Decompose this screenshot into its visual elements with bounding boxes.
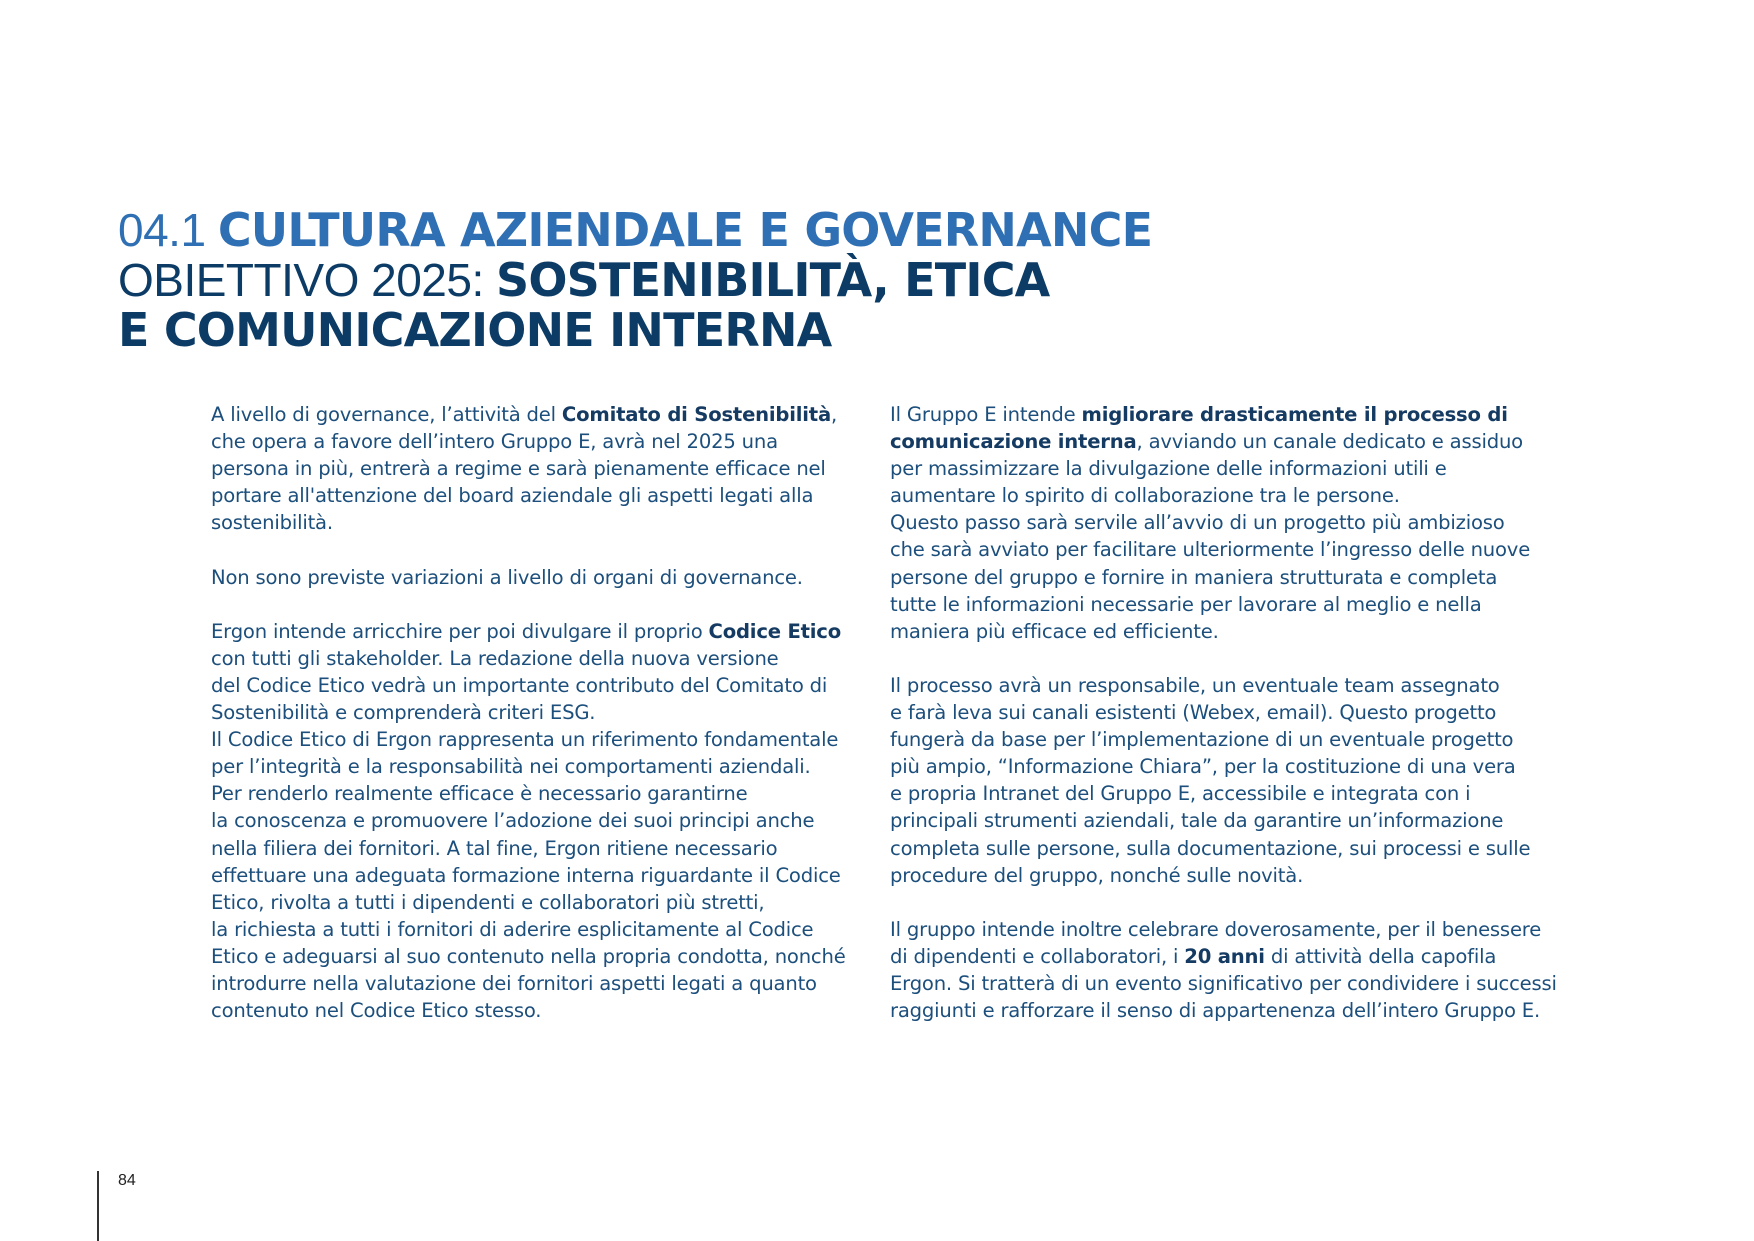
left-text-column xyxy=(211,401,876,1051)
paragraph-codice-etico xyxy=(211,618,876,1024)
text-run: , che opera a favore dell’intero Gruppo E, avrà nel 2025 una persona in più, entrerà a regime e sarà pienamente efficace nel portare all'attenzione del board aziendale gli aspetti legati alla sostenibilità. xyxy=(211,403,838,535)
objective-label: OBIETTIVO 2025: xyxy=(118,254,497,306)
paragraph-anniversario xyxy=(890,916,1570,1024)
paragraph-governance-organs: Non sono previste variazioni a livello di organi di governance. xyxy=(211,565,803,589)
text-run: A livello di governance, l’attività del xyxy=(211,403,562,426)
text-run: con tutti gli stakeholder. La redazione della nuova versione del Codice Etico vedrà un importante contributo del Comitato di Sostenibilità e comprenderà criteri ESG. Il Codice Etico di Ergon rappresenta un riferimento fondamentale per l’integrità e la responsabilità nei comportamenti aziendali. Per renderlo realmente efficace è necessario garantirne la conoscenza e promuovere l’adozione dei suoi principi anche nella filiera dei fornitori. A tal fine, Ergon ritiene necessario effettuare una adeguata formazione interna riguardante il Codice Etico, rivolta a tutti i dipendenti e collaboratori più stretti, la richiesta a tutti i fornitori di aderire esplicitamente al Codice Etico e adeguarsi al suo contenuto nella propria condotta, nonché introdurre nella valutazione dei fornitori aspetti legati a quanto contenuto nel Codice Etico stesso. xyxy=(211,646,846,1023)
text-run: Ergon intende arricchire per poi divulgare il proprio xyxy=(211,619,709,643)
footer-divider xyxy=(97,1171,99,1241)
bold-text-run: Comitato di Sostenibilità xyxy=(561,403,831,426)
objective-title-part-2: E COMUNICAZIONE INTERNA xyxy=(118,303,832,357)
bold-text-run: Codice Etico xyxy=(708,619,841,643)
heading-line-3 xyxy=(118,305,1318,355)
objective-title-part-1: SOSTENIBILITÀ, ETICA xyxy=(496,253,1050,307)
text-run: , avviando un canale dedicato e assiduo per massimizzare la divulgazione delle informazioni utili e aumentare lo spirito di collaborazione tra le persone. Questo passo sarà servile all’avvio di un progetto più ambizioso che sarà avviato per facilitare ulteriormente l’ingresso delle nuove persone del gruppo e fornire in maniera strutturata e completa tutte le informazioni necessarie per lavorare al meglio e nella maniera più efficace ed efficiente. xyxy=(890,430,1531,643)
text-run: Il gruppo intende inoltre celebrare doverosamente, per il benessere di dipendenti e collaboratori, i xyxy=(890,917,1542,968)
text-run: di attività della capofila Ergon. Si tratterà di un evento significativo per condividere i successi raggiunti e rafforzare il senso di appartenenza dell’intero Gruppo E. xyxy=(890,944,1557,1023)
page-heading xyxy=(118,205,1318,355)
paragraph-governance xyxy=(211,401,876,536)
heading-line-2 xyxy=(118,255,1318,305)
text-run: Il Gruppo E intende xyxy=(890,403,1082,426)
page-number: 84 xyxy=(118,1172,136,1189)
section-title: CULTURA AZIENDALE E GOVERNANCE xyxy=(217,203,1153,257)
bold-text-run: migliorare drasticamente il processo di comunicazione interna xyxy=(890,403,1508,454)
paragraph-processo: Il processo avrà un responsabile, un eventuale team assegnato e farà leva sui canali esistenti (Webex, email). Questo progetto fungerà da base per l’implementazione di un eventuale progetto più ampio, “Informazione Chiara”, per la costituzione di una vera e propria Intranet del Gruppo E, accessibile e integrata con i principali strumenti aziendali, tale da garantire un’informazione completa sulle persone, sulla documentazione, sui processi e sulle procedure del gruppo, nonché sulle novità. xyxy=(890,673,1531,887)
right-text-column xyxy=(890,401,1570,1051)
paragraph-comunicazione-interna xyxy=(890,401,1570,645)
heading-line-1 xyxy=(118,205,1318,255)
section-number: 04.1 xyxy=(118,204,218,256)
bold-text-run: 20 anni xyxy=(1184,944,1265,968)
